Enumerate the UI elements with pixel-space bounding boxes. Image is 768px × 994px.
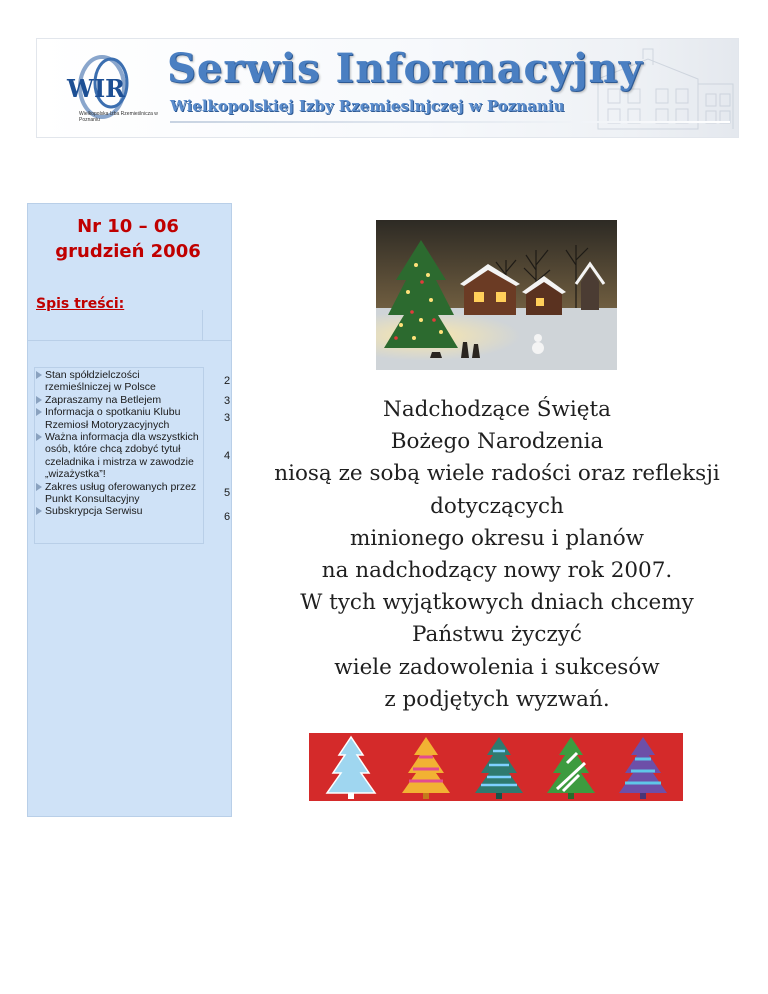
toc-item-page: 2	[224, 375, 231, 387]
toc-item-label: Stan spółdzielczości rzemieślniczej w Polsce	[45, 369, 156, 394]
toc-item-label: Ważna informacja dla wszystkich osób, które chcą zdobyć tytuł czeladnika i mistrza w zawodzie „wizażystka”!	[45, 430, 199, 481]
greeting-text	[246, 394, 748, 716]
toc-item-page: 5	[224, 486, 231, 499]
greeting-line: W tych wyjątkowych dniach chcemy	[300, 590, 694, 616]
christmas-trees-image	[309, 733, 683, 801]
toc-item[interactable]	[36, 505, 231, 524]
greeting-line: Państwu życzyć	[412, 622, 582, 648]
issue-info	[28, 214, 228, 264]
bullet-arrow-icon	[36, 433, 42, 441]
header-banner	[36, 38, 739, 138]
divider	[28, 310, 231, 341]
issue-date: grudzień 2006	[55, 241, 201, 262]
bullet-arrow-icon	[36, 483, 42, 491]
christmas-scene-image	[376, 220, 617, 370]
page-title: Serwis Informacyjny	[167, 45, 643, 92]
toc-item-page: 3	[224, 394, 231, 407]
bullet-arrow-icon	[36, 507, 42, 515]
toc-item[interactable]	[36, 406, 231, 431]
greeting-line: z podjętych wyzwań.	[384, 686, 610, 712]
toc-list	[36, 369, 231, 524]
svg-text:WIR: WIR	[67, 74, 126, 103]
bullet-arrow-icon	[36, 371, 42, 379]
toc-item-label: Subskrypcja Serwisu	[45, 505, 143, 518]
greeting-line: Nadchodzące Święta	[383, 397, 611, 422]
greeting-line: dotyczących	[430, 493, 564, 519]
toc-item-page: 3	[224, 412, 231, 425]
greeting-line: na nadchodzący nowy rok 2007.	[321, 558, 673, 584]
toc-item[interactable]	[36, 480, 231, 506]
toc-item-page: 6	[224, 511, 231, 524]
toc-item-page: 4	[224, 449, 231, 462]
bullet-arrow-icon	[36, 396, 42, 404]
toc-item[interactable]	[36, 393, 231, 407]
toc-item[interactable]	[36, 430, 231, 481]
greeting-line: minionego okresu i planów	[349, 525, 645, 551]
sidebar	[27, 203, 232, 817]
banner-divider	[170, 121, 730, 123]
toc-item[interactable]	[36, 369, 231, 394]
logo-caption: Wielkopolska Izba Rzemieślnicza w Poznaniu	[79, 111, 158, 123]
greeting-line: wiele zadowolenia i sukcesów	[334, 654, 660, 680]
toc-item-label: Zapraszamy na Betlejem	[45, 393, 162, 406]
greeting-line: Bożego Narodzenia	[390, 429, 604, 455]
toc-item-label: Informacja o spotkaniu Klubu Rzemiosł Motoryzacyjnych	[45, 406, 181, 431]
toc-item-label: Zakres usług oferowanych przez Punkt Konsultacyjny	[45, 480, 197, 505]
divider	[202, 310, 203, 340]
issue-number: Nr 10 – 06	[77, 216, 179, 237]
page-subtitle: Wielkopolskiej Izby Rzemieslnjczej w Poznaniu	[170, 97, 565, 115]
bullet-arrow-icon	[36, 408, 42, 416]
toc-heading: Spis treści:	[36, 296, 125, 312]
greeting-line: niosą ze sobą wiele radości oraz refleksji	[274, 461, 720, 487]
